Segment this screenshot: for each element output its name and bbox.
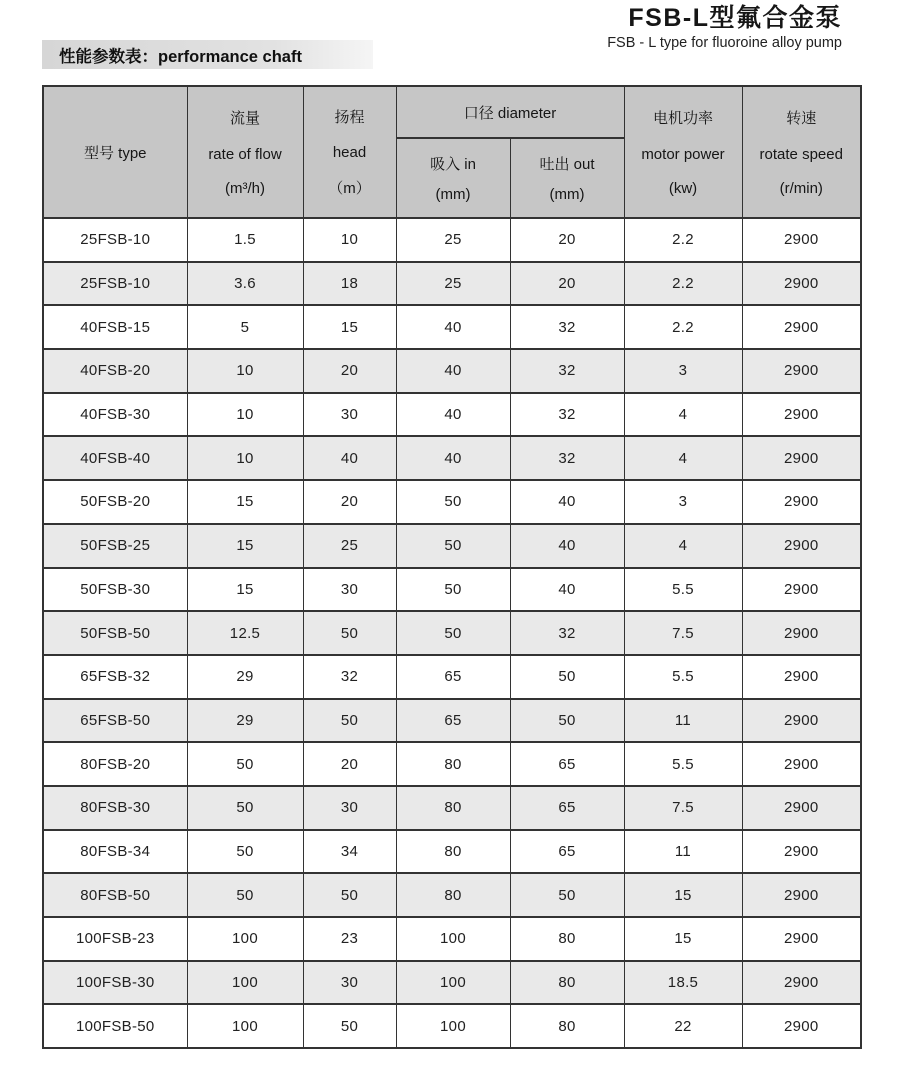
cell-flow: 29: [187, 655, 303, 699]
cell-flow: 29: [187, 699, 303, 743]
cell-speed: 2900: [742, 742, 861, 786]
cell-speed: 2900: [742, 611, 861, 655]
table-row: [43, 524, 861, 568]
cell-discharge: 32: [510, 349, 624, 393]
cell-power: 15: [624, 873, 742, 917]
cell-power: 4: [624, 436, 742, 480]
cell-flow: 5: [187, 305, 303, 349]
table-row: [43, 305, 861, 349]
cell-head: 23: [303, 917, 396, 961]
cell-type: 80FSB-50: [43, 873, 187, 917]
flow-unit: (m³/h): [225, 179, 265, 197]
cell-head: 25: [303, 524, 396, 568]
cell-discharge: 50: [510, 699, 624, 743]
speed-label-en: rotate speed: [759, 145, 843, 163]
section-label: 性能参数表：performance chaft: [59, 47, 302, 66]
cell-discharge: 20: [510, 262, 624, 306]
cell-discharge: 32: [510, 393, 624, 437]
head-label-cn: 扬程: [334, 109, 365, 127]
table-row: [43, 742, 861, 786]
cell-head: 50: [303, 699, 396, 743]
cell-discharge: 32: [510, 611, 624, 655]
cell-speed: 2900: [742, 524, 861, 568]
cell-speed: 2900: [742, 917, 861, 961]
table-row: [43, 917, 861, 961]
cell-flow: 50: [187, 742, 303, 786]
cell-type: 50FSB-30: [43, 568, 187, 612]
col-header-diameter: [396, 86, 624, 138]
cell-type: 100FSB-50: [43, 1004, 187, 1048]
cell-suction: 40: [396, 349, 510, 393]
cell-flow: 50: [187, 786, 303, 830]
cell-head: 20: [303, 480, 396, 524]
cell-suction: 80: [396, 786, 510, 830]
cell-discharge: 80: [510, 1004, 624, 1048]
discharge-label: 吐出 out: [539, 156, 595, 174]
cell-power: 11: [624, 830, 742, 874]
cell-type: 50FSB-50: [43, 611, 187, 655]
diameter-label: 口径 diameter: [463, 104, 557, 122]
cell-speed: 2900: [742, 830, 861, 874]
col-header-flow: [187, 86, 303, 218]
page-title: FSB-L型氟合金泵: [628, 4, 842, 32]
cell-speed: 2900: [742, 436, 861, 480]
cell-flow: 3.6: [187, 262, 303, 306]
cell-head: 30: [303, 961, 396, 1005]
cell-head: 40: [303, 436, 396, 480]
cell-flow: 10: [187, 349, 303, 393]
cell-speed: 2900: [742, 262, 861, 306]
speed-unit: (r/min): [779, 179, 823, 197]
cell-discharge: 80: [510, 961, 624, 1005]
col-header-speed: [742, 86, 861, 218]
table-row: [43, 1004, 861, 1048]
table-row: [43, 873, 861, 917]
cell-discharge: 20: [510, 218, 624, 262]
table-row: [43, 961, 861, 1005]
table-row: [43, 786, 861, 830]
cell-power: 18.5: [624, 961, 742, 1005]
cell-flow: 50: [187, 830, 303, 874]
cell-suction: 100: [396, 961, 510, 1005]
discharge-unit: (mm): [549, 185, 585, 203]
cell-head: 30: [303, 786, 396, 830]
cell-power: 4: [624, 524, 742, 568]
cell-suction: 25: [396, 262, 510, 306]
head-label-en: head: [332, 143, 367, 161]
table-row: [43, 218, 861, 262]
flow-label-en: rate of flow: [208, 145, 282, 163]
cell-speed: 2900: [742, 393, 861, 437]
table-row: [43, 349, 861, 393]
table-row: [43, 830, 861, 874]
power-label-en: motor power: [641, 145, 725, 163]
flow-label-cn: 流量: [229, 110, 260, 128]
cell-type: 65FSB-32: [43, 655, 187, 699]
table-row: [43, 655, 861, 699]
cell-discharge: 32: [510, 305, 624, 349]
cell-power: 3: [624, 349, 742, 393]
cell-type: 40FSB-30: [43, 393, 187, 437]
section-label-bar: [42, 40, 373, 69]
cell-type: 80FSB-30: [43, 786, 187, 830]
cell-head: 20: [303, 742, 396, 786]
cell-suction: 50: [396, 524, 510, 568]
cell-flow: 100: [187, 917, 303, 961]
cell-flow: 100: [187, 1004, 303, 1048]
table-row: [43, 568, 861, 612]
cell-suction: 50: [396, 480, 510, 524]
cell-power: 3: [624, 480, 742, 524]
cell-flow: 15: [187, 524, 303, 568]
cell-suction: 80: [396, 830, 510, 874]
col-header-discharge: [510, 138, 624, 218]
cell-flow: 12.5: [187, 611, 303, 655]
cell-suction: 80: [396, 873, 510, 917]
cell-discharge: 40: [510, 480, 624, 524]
cell-suction: 100: [396, 1004, 510, 1048]
cell-type: 40FSB-15: [43, 305, 187, 349]
table-row: [43, 480, 861, 524]
cell-flow: 50: [187, 873, 303, 917]
table-header: [43, 86, 861, 218]
cell-discharge: 50: [510, 655, 624, 699]
cell-suction: 50: [396, 568, 510, 612]
cell-discharge: 32: [510, 436, 624, 480]
cell-power: 22: [624, 1004, 742, 1048]
col-header-suction: [396, 138, 510, 218]
col-header-power: [624, 86, 742, 218]
cell-speed: 2900: [742, 480, 861, 524]
cell-speed: 2900: [742, 349, 861, 393]
cell-type: 80FSB-20: [43, 742, 187, 786]
cell-power: 5.5: [624, 742, 742, 786]
col-header-type-label: 型号 type: [83, 144, 147, 162]
cell-power: 7.5: [624, 611, 742, 655]
cell-type: 25FSB-10: [43, 218, 187, 262]
cell-power: 4: [624, 393, 742, 437]
cell-power: 2.2: [624, 305, 742, 349]
cell-head: 34: [303, 830, 396, 874]
cell-suction: 65: [396, 699, 510, 743]
cell-speed: 2900: [742, 655, 861, 699]
cell-type: 100FSB-30: [43, 961, 187, 1005]
cell-type: 80FSB-34: [43, 830, 187, 874]
cell-type: 100FSB-23: [43, 917, 187, 961]
speed-label-cn: 转速: [786, 110, 817, 128]
table-row: [43, 262, 861, 306]
cell-speed: 2900: [742, 873, 861, 917]
table-row: [43, 393, 861, 437]
cell-head: 32: [303, 655, 396, 699]
cell-power: 15: [624, 917, 742, 961]
cell-head: 50: [303, 611, 396, 655]
cell-head: 30: [303, 568, 396, 612]
cell-head: 10: [303, 218, 396, 262]
cell-suction: 100: [396, 917, 510, 961]
cell-flow: 15: [187, 480, 303, 524]
cell-discharge: 40: [510, 524, 624, 568]
power-unit: (kw): [668, 179, 698, 197]
cell-power: 2.2: [624, 218, 742, 262]
cell-suction: 80: [396, 742, 510, 786]
cell-head: 18: [303, 262, 396, 306]
suction-unit: (mm): [435, 185, 471, 203]
cell-head: 50: [303, 1004, 396, 1048]
cell-flow: 10: [187, 436, 303, 480]
cell-suction: 50: [396, 611, 510, 655]
table-body: [43, 218, 861, 1048]
cell-speed: 2900: [742, 961, 861, 1005]
cell-speed: 2900: [742, 786, 861, 830]
cell-head: 20: [303, 349, 396, 393]
cell-head: 30: [303, 393, 396, 437]
cell-power: 2.2: [624, 262, 742, 306]
cell-flow: 1.5: [187, 218, 303, 262]
cell-flow: 100: [187, 961, 303, 1005]
cell-suction: 25: [396, 218, 510, 262]
cell-type: 65FSB-50: [43, 699, 187, 743]
page-titles: [607, 3, 842, 52]
col-header-head: [303, 86, 396, 218]
performance-table: [42, 85, 862, 1049]
cell-type: 40FSB-20: [43, 349, 187, 393]
cell-discharge: 80: [510, 917, 624, 961]
cell-speed: 2900: [742, 568, 861, 612]
cell-suction: 40: [396, 305, 510, 349]
cell-type: 25FSB-10: [43, 262, 187, 306]
cell-suction: 40: [396, 436, 510, 480]
cell-suction: 65: [396, 655, 510, 699]
cell-speed: 2900: [742, 305, 861, 349]
cell-power: 5.5: [624, 568, 742, 612]
cell-discharge: 65: [510, 786, 624, 830]
power-label-cn: 电机功率: [652, 110, 713, 128]
cell-discharge: 50: [510, 873, 624, 917]
cell-discharge: 65: [510, 830, 624, 874]
table-row: [43, 699, 861, 743]
cell-speed: 2900: [742, 218, 861, 262]
cell-power: 7.5: [624, 786, 742, 830]
table-row: [43, 611, 861, 655]
cell-speed: 2900: [742, 699, 861, 743]
cell-head: 50: [303, 873, 396, 917]
cell-discharge: 40: [510, 568, 624, 612]
cell-flow: 10: [187, 393, 303, 437]
page-subtitle: FSB - L type for fluoroine alloy pump: [607, 35, 842, 51]
head-unit: （m）: [328, 179, 371, 197]
cell-discharge: 65: [510, 742, 624, 786]
cell-power: 5.5: [624, 655, 742, 699]
cell-head: 15: [303, 305, 396, 349]
table-row: [43, 436, 861, 480]
cell-speed: 2900: [742, 1004, 861, 1048]
cell-type: 50FSB-20: [43, 480, 187, 524]
cell-power: 11: [624, 699, 742, 743]
cell-suction: 40: [396, 393, 510, 437]
cell-type: 50FSB-25: [43, 524, 187, 568]
cell-type: 40FSB-40: [43, 436, 187, 480]
suction-label: 吸入 in: [430, 156, 476, 174]
cell-flow: 15: [187, 568, 303, 612]
col-header-type: [43, 86, 187, 218]
